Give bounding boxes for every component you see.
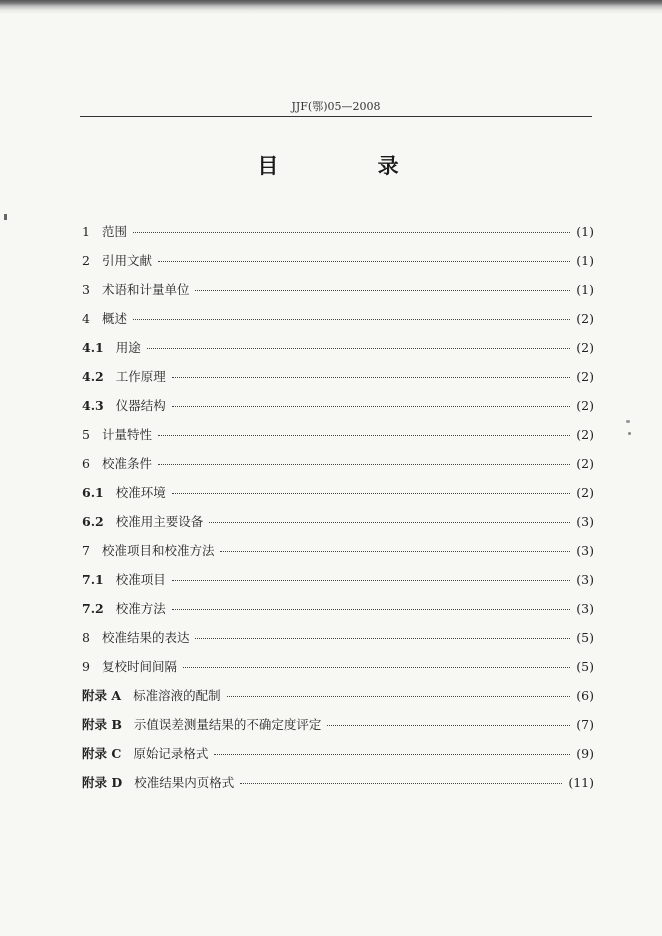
toc-entry-number: 7.1 — [82, 572, 104, 587]
toc-entry-number: 4.3 — [82, 398, 104, 413]
toc-entry-label: 范围 — [101, 224, 127, 239]
toc-entry-page: (2) — [576, 398, 594, 413]
toc-entry-label: 示值误差测量结果的不确定度评定 — [133, 717, 322, 732]
toc-entry-number: 附录 A — [82, 688, 122, 703]
toc-entry-number: 4 — [82, 311, 90, 326]
scan-top-edge — [0, 0, 662, 14]
toc-leader-dots — [158, 261, 570, 262]
toc-entry-label: 校准项目和校准方法 — [101, 543, 215, 558]
toc-entry-label: 校准用主要设备 — [115, 514, 204, 529]
toc-entry[interactable] — [82, 454, 594, 483]
toc-entry-page: (2) — [576, 456, 594, 471]
toc-leader-dots — [172, 493, 571, 494]
toc-entry-page: (3) — [576, 543, 594, 558]
toc-entry-number: 4.1 — [82, 340, 104, 355]
toc-entry-number: 1 — [82, 224, 90, 239]
toc-entry-page: (2) — [576, 311, 594, 326]
toc-entry-number: 附录 D — [82, 775, 123, 790]
toc-entry-label: 仪器结构 — [115, 398, 166, 413]
toc-entry[interactable] — [82, 309, 594, 338]
toc-entry-page: (2) — [576, 369, 594, 384]
toc-entry[interactable] — [82, 570, 594, 599]
toc-entry-label: 校准结果的表达 — [101, 630, 190, 645]
toc-entry[interactable] — [82, 483, 594, 512]
toc-entry[interactable] — [82, 280, 594, 309]
toc-entry-number: 9 — [82, 659, 90, 674]
toc-leader-dots — [158, 435, 570, 436]
toc-leader-dots — [172, 580, 571, 581]
toc-entry[interactable] — [82, 222, 594, 251]
toc-entry-number: 2 — [82, 253, 90, 268]
toc-entry-page: (3) — [576, 572, 594, 587]
toc-entry-label: 复校时间间隔 — [101, 659, 177, 674]
scan-speck — [628, 432, 631, 435]
toc-entry-page: (11) — [568, 775, 594, 790]
toc-entry-number: 6.2 — [82, 514, 104, 529]
toc-leader-dots — [172, 609, 571, 610]
toc-entry-number: 6.1 — [82, 485, 104, 500]
toc-leader-dots — [220, 551, 570, 552]
toc-entry-label: 校准方法 — [115, 601, 166, 616]
scan-speck — [4, 214, 7, 220]
toc-leader-dots — [133, 232, 570, 233]
toc-entry[interactable] — [82, 338, 594, 367]
toc-entry[interactable] — [82, 396, 594, 425]
toc-entry-label: 校准环境 — [115, 485, 166, 500]
toc-entry[interactable] — [82, 715, 594, 744]
toc-entry[interactable] — [82, 512, 594, 541]
toc-entry-page: (7) — [576, 717, 594, 732]
toc-leader-dots — [183, 667, 570, 668]
header-rule — [80, 116, 592, 117]
toc-entry-number: 7 — [82, 543, 90, 558]
toc-entry[interactable] — [82, 541, 594, 570]
toc-entry-page: (1) — [576, 253, 594, 268]
toc-entry-label: 校准条件 — [101, 456, 152, 471]
toc-entry-label: 校准项目 — [115, 572, 166, 587]
toc-leader-dots — [327, 725, 570, 726]
toc-entry-page: (2) — [576, 427, 594, 442]
toc-entry-page: (3) — [576, 514, 594, 529]
page-title: 目 录 — [257, 154, 445, 178]
toc-entry-label: 标准溶液的配制 — [133, 688, 221, 703]
toc-entry[interactable] — [82, 251, 594, 280]
toc-entry-page: (1) — [576, 282, 594, 297]
toc-entry-number: 7.2 — [82, 601, 104, 616]
toc-entry-number: 3 — [82, 282, 90, 297]
toc-leader-dots — [195, 290, 570, 291]
toc-entry-page: (9) — [576, 746, 594, 761]
toc-entry-label: 概述 — [101, 311, 127, 326]
toc-entry-number: 附录 B — [82, 717, 122, 732]
toc-leader-dots — [172, 406, 571, 407]
running-header: JJF(鄂)05—2008 — [291, 100, 381, 113]
toc-entry-page: (5) — [576, 630, 594, 645]
toc-entry[interactable] — [82, 657, 594, 686]
toc-entry-number: 5 — [82, 427, 90, 442]
toc-entry[interactable] — [82, 367, 594, 396]
toc-entry-number: 8 — [82, 630, 90, 645]
toc-entry-page: (5) — [576, 659, 594, 674]
toc-leader-dots — [209, 522, 570, 523]
toc-entry-page: (2) — [576, 340, 594, 355]
toc-entry-number: 4.2 — [82, 369, 104, 384]
toc-entry-label: 引用文献 — [101, 253, 152, 268]
toc-entry[interactable] — [82, 425, 594, 454]
toc-entry-number: 6 — [82, 456, 90, 471]
toc-leader-dots — [227, 696, 571, 697]
toc-entry-number: 附录 C — [82, 746, 122, 761]
toc-leader-dots — [195, 638, 570, 639]
toc-leader-dots — [158, 464, 570, 465]
toc-entry-label: 原始记录格式 — [133, 746, 209, 761]
toc-entry[interactable] — [82, 773, 594, 802]
toc-entry-page: (3) — [576, 601, 594, 616]
toc-leader-dots — [147, 348, 571, 349]
table-of-contents — [82, 222, 594, 802]
toc-entry[interactable] — [82, 628, 594, 657]
toc-entry-page: (6) — [576, 688, 594, 703]
toc-entry[interactable] — [82, 599, 594, 628]
scan-speck — [626, 420, 630, 423]
toc-leader-dots — [214, 754, 570, 755]
toc-entry-label: 术语和计量单位 — [101, 282, 190, 297]
toc-entry-label: 工作原理 — [115, 369, 166, 384]
toc-leader-dots — [240, 783, 562, 784]
toc-entry-label: 用途 — [115, 340, 141, 355]
toc-entry[interactable] — [82, 744, 594, 773]
toc-entry-page: (2) — [576, 485, 594, 500]
toc-entry-label: 计量特性 — [101, 427, 152, 442]
toc-entry-page: (1) — [576, 224, 594, 239]
toc-entry-label: 校准结果内页格式 — [134, 775, 235, 790]
toc-leader-dots — [172, 377, 571, 378]
toc-leader-dots — [133, 319, 570, 320]
toc-entry[interactable] — [82, 686, 594, 715]
